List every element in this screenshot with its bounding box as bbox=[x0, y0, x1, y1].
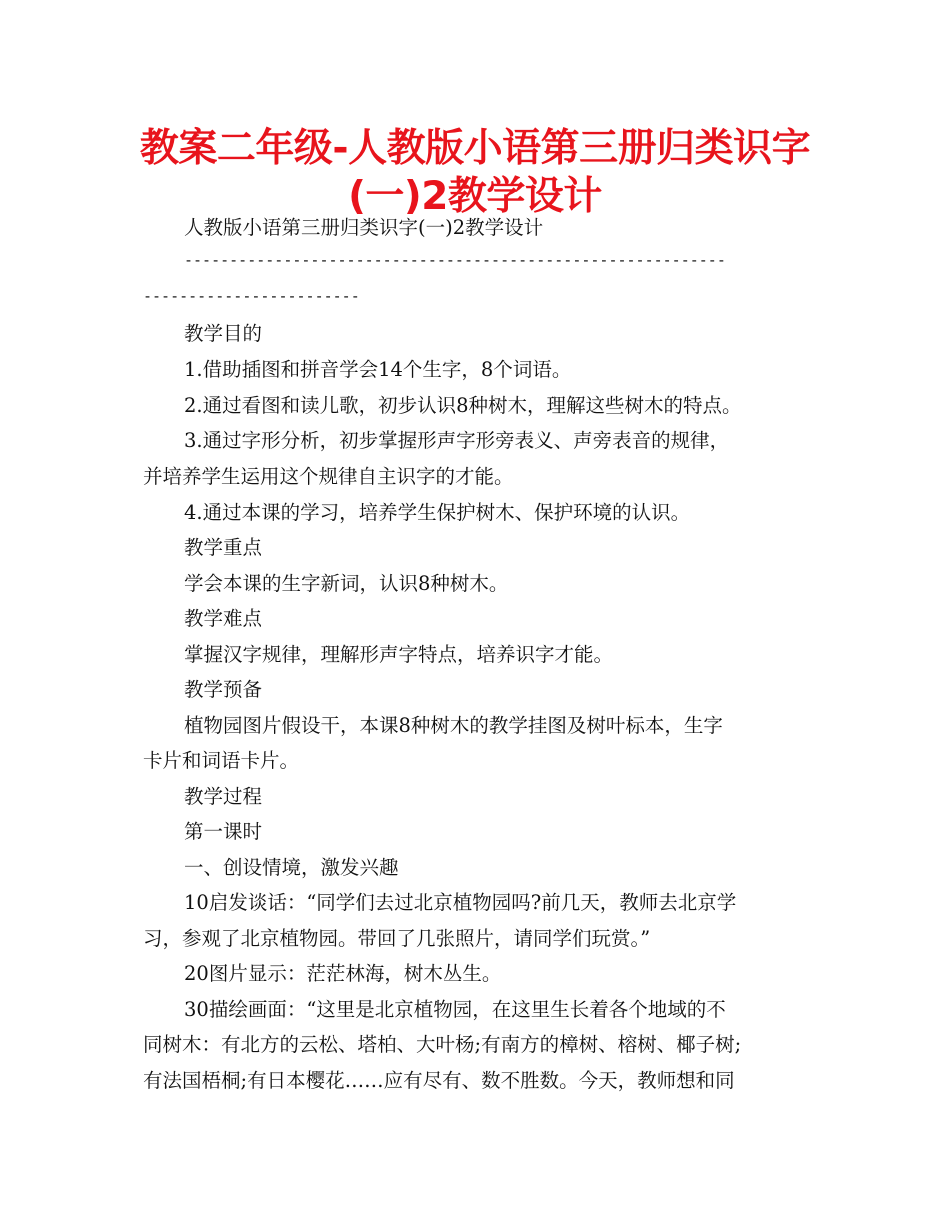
paragraph-line: 植物园图片假设干，本课8种树木的教学挂图及树叶标本，生字 bbox=[184, 714, 723, 737]
divider-line-1: ------------------------------------------------------------ bbox=[184, 252, 726, 268]
paragraph-line: 20图片显示：茫茫林海，树木丛生。 bbox=[184, 962, 502, 985]
section-heading-objectives: 教学目的 bbox=[184, 322, 263, 345]
paragraph-line: 10启发谈话：“同学们去过北京植物园吗?前几天，教师去北京学 bbox=[184, 891, 737, 914]
paragraph-line: 30描绘画面：“这里是北京植物园，在这里生长着各个地域的不 bbox=[184, 998, 726, 1021]
divider-line-2: ------------------------ bbox=[143, 288, 360, 304]
paragraph-line: 习，参观了北京植物园。带回了几张照片，请同学们玩赏。” bbox=[143, 927, 651, 950]
paragraph-line: 学会本课的生字新词，认识8种树木。 bbox=[184, 572, 509, 595]
paragraph-line: 同树木：有北方的云松、塔柏、大叶杨;有南方的樟树、榕树、椰子树; bbox=[143, 1033, 742, 1056]
paragraph-line: 并培养学生运用这个规律自主识字的才能。 bbox=[143, 465, 514, 488]
section-heading-process: 教学过程 bbox=[184, 785, 263, 808]
paragraph-line: 4.通过本课的学习，培养学生保护树木、保护环境的认识。 bbox=[184, 501, 691, 524]
document-title-line-2: (一)2教学设计 bbox=[348, 174, 602, 219]
paragraph-line: 2.通过看图和读儿歌，初步认识8种树木，理解这些树木的特点。 bbox=[184, 394, 742, 417]
section-heading-preparation: 教学预备 bbox=[184, 678, 263, 701]
document-subtitle: 人教版小语第三册归类识字(一)2教学设计 bbox=[184, 216, 544, 239]
paragraph-line: 有法国梧桐;有日本樱花……应有尽有、数不胜数。今天，教师想和同 bbox=[143, 1069, 735, 1092]
paragraph-line: 卡片和词语卡片。 bbox=[143, 749, 300, 772]
paragraph-line: 1.借助插图和拼音学会14个生字，8个词语。 bbox=[184, 358, 572, 381]
paragraph-line: 3.通过字形分析，初步掌握形声字形旁表义、声旁表音的规律， bbox=[184, 429, 730, 452]
section-heading-first-lesson: 第一课时 bbox=[184, 820, 263, 843]
document-title-line-1: 教案二年级-人教版小语第三册归类识字 bbox=[139, 126, 811, 171]
section-heading-key-points: 教学重点 bbox=[184, 536, 263, 559]
paragraph-line: 掌握汉字规律，理解形声字特点，培养识字才能。 bbox=[184, 643, 614, 666]
section-heading-difficulties: 教学难点 bbox=[184, 607, 263, 630]
section-heading-step-one: 一、创设情境，激发兴趣 bbox=[184, 856, 399, 879]
